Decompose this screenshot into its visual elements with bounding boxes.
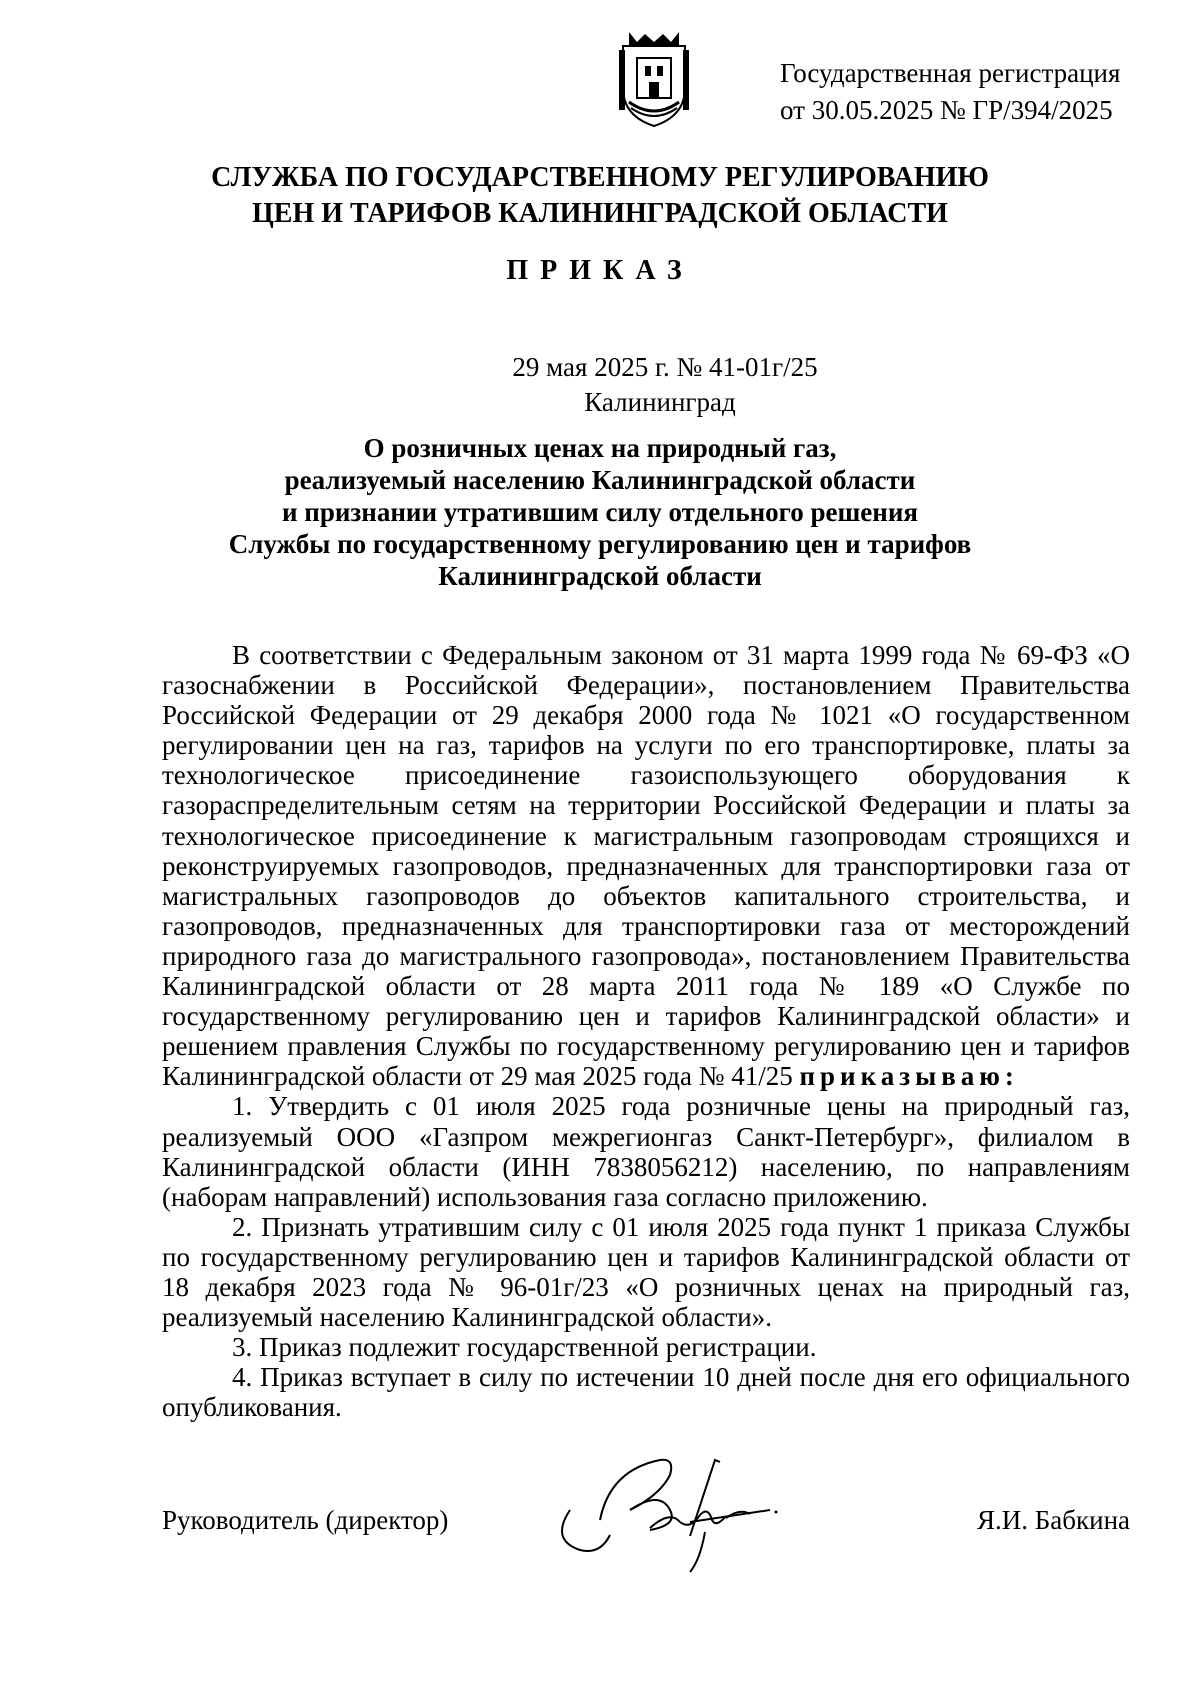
title-line-4: Службы по государственному регулированию цен и тарифов bbox=[228, 529, 972, 559]
document-body bbox=[162, 640, 1130, 1422]
agency-name bbox=[150, 160, 1050, 232]
preamble-text: В соответствии с Федеральным законом от 31 марта 1999 года № 69-ФЗ «О газоснабжении в Российской Федерации», постановлением Правительства Российской Федерации от 29 декабря 2000 года № 1021 «О государственном регулировании цен на газ, тарифов на услуги по его транспортировке, платы за технологическое присоединение газоиспользующего оборудования к газораспределительным сетям на территории Российской Федерации и платы за технологическое присоединение к магистральным газопроводам строящихся и реконструируемых газопроводов, предназначенных для транспортировки газа от магистральных газопроводов до объектов капитального строительства, и газопроводов, предназначенных для транспортировки газа от месторождений природного газа до магистрального газопровода», постановлением Правительства Калининградской области от 28 марта 2011 года № 189 «О Службе по государственному регулированию цен и тарифов Калининградской области» и решением правления Службы по государственному регулированию цен и тарифов Калининградской области от 29 мая 2025 года № 41/25 bbox=[162, 640, 1130, 1092]
order-item-3: 3. Приказ подлежит государственной регистрации. bbox=[232, 1332, 817, 1363]
title-line-1: О розничных ценах на природный газ, bbox=[363, 433, 837, 463]
title-line-3: и признании утратившим силу отдельного решения bbox=[281, 497, 919, 527]
registration-stamp bbox=[780, 55, 1160, 129]
signer-position: Руководитель (директор) bbox=[162, 1505, 449, 1535]
title-line-5: Калининградской области bbox=[438, 561, 762, 591]
order-item-2: 2. Признать утратившим силу с 01 июля 2025 года пункт 1 приказа Службы по государственному регулированию цен и тарифов Калининградской области от 18 декабря 2023 года № 96-01г/23 «О розничных ценах на природный газ, реализуемый населению Калининградской области». bbox=[162, 1211, 1130, 1333]
title-line-2: реализуемый населению Калининградской области bbox=[284, 465, 916, 495]
place: Калининград bbox=[584, 387, 736, 417]
document-type: ПРИКАЗ bbox=[506, 255, 694, 286]
date-number: 29 мая 2025 г. № 41-01г/25 bbox=[512, 352, 818, 382]
handwritten-signature bbox=[540, 1440, 800, 1580]
agency-line-2: ЦЕН И ТАРИФОВ КАЛИНИНГРАДСКОЙ ОБЛАСТИ bbox=[252, 198, 948, 229]
order-item-1: 1. Утвердить с 01 июля 2025 года розничные цены на природный газ, реализуемый ООО «Газпром межрегионгаз Санкт-Петербург», филиалом в Калининградской области (ИНН 7838056212) населению, по направлениям (наборам направлений) использования газа согласно приложению. bbox=[162, 1091, 1130, 1212]
signer-name: Я.И. Бабкина bbox=[977, 1505, 1130, 1535]
registration-line-2: от 30.05.2025 № ГР/394/2025 bbox=[780, 95, 1113, 125]
registration-line-1: Государственная регистрация bbox=[780, 58, 1121, 88]
date-place-block bbox=[150, 350, 1050, 420]
agency-line-1: СЛУЖБА ПО ГОСУДАРСТВЕННОМУ РЕГУЛИРОВАНИЮ bbox=[211, 162, 989, 193]
coat-of-arms-icon bbox=[615, 28, 693, 128]
order-item-4: 4. Приказ вступает в силу по истечении 10 дней после дня его официального опубликования. bbox=[162, 1362, 1130, 1423]
document-title bbox=[150, 432, 1050, 592]
order-word: приказываю: bbox=[799, 1061, 1019, 1092]
preamble-paragraph bbox=[162, 640, 1130, 1091]
